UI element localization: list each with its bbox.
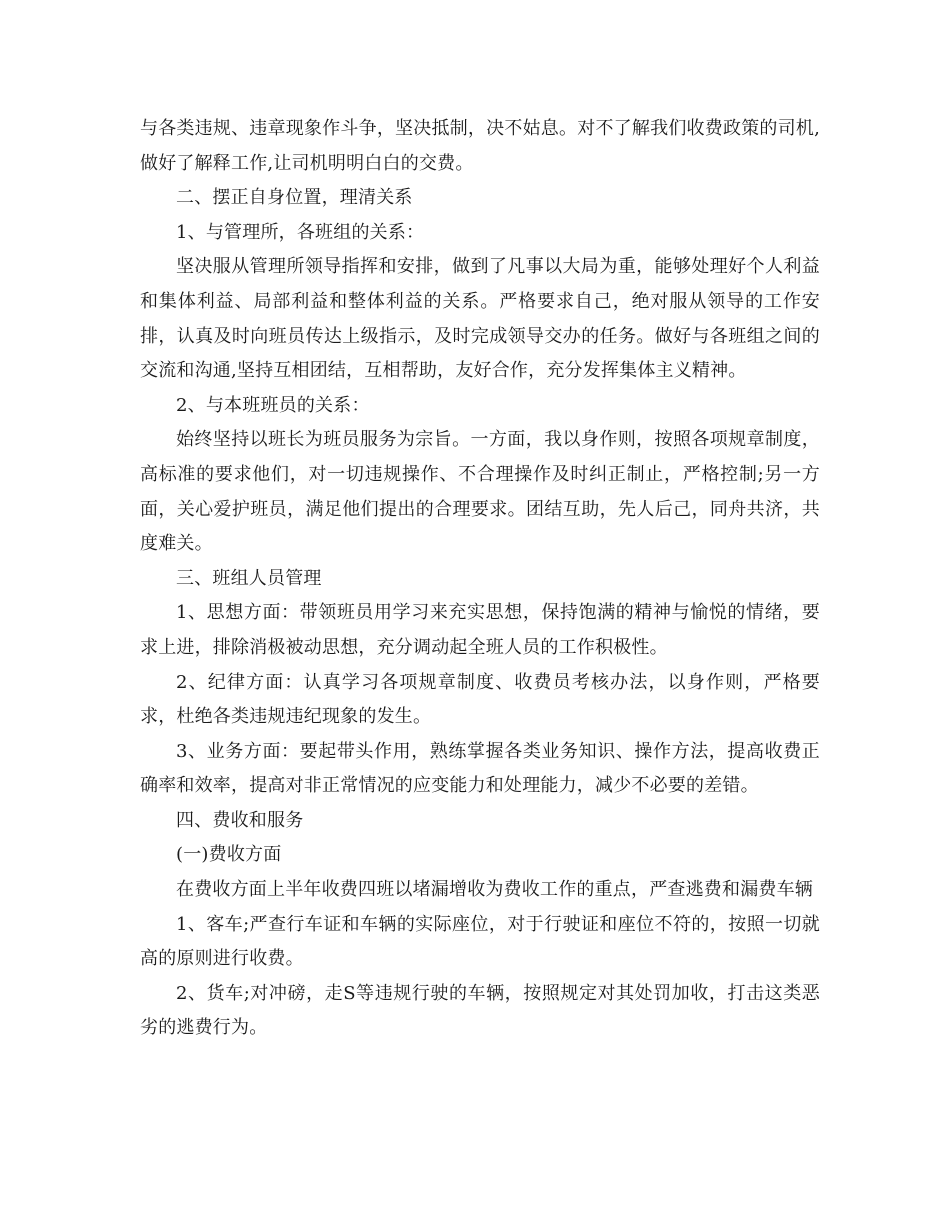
document-body <box>140 112 820 1046</box>
section-heading: 三、班组人员管理 <box>176 567 322 589</box>
paragraph: 在费收方面上半年收费四班以堵漏增收为费收工作的重点，严查逃费和漏费车辆 <box>176 879 813 901</box>
subsection-heading: (一)费收方面 <box>176 844 282 866</box>
paragraph: 1、客车;严查行车证和车辆的实际座位，对于行驶证和座位不符的，按照一切就高的原则进行收费。 <box>140 913 820 970</box>
subsection-heading: 2、与本班班员的关系： <box>176 394 370 416</box>
paragraph: 1、思想方面：带领班员用学习来充实思想，保持饱满的精神与愉悦的情绪，要求上进，排除消极被动思想，充分调动起全班人员的工作积极性。 <box>140 602 820 658</box>
paragraph: 3、业务方面：要起带头作用，熟练掌握各类业务知识、操作方法，提高收费正确率和效率，提高对非正常情况的应变能力和处理能力，减少不必要的差错。 <box>140 740 820 797</box>
subsection-heading: 1、与管理所，各班组的关系： <box>176 221 425 243</box>
section-heading: 二、摆正自身位置，理清关系 <box>176 187 413 209</box>
paragraph: 2、货车;对冲磅，走S等违规行驶的车辆，按照规定对其处罚加收，打击这类恶劣的逃费行为。 <box>140 982 820 1039</box>
paragraph: 坚决服从管理所领导指挥和安排，做到了凡事以大局为重，能够处理好个人利益和集体利益、局部利益和整体利益的关系。严格要求自己，绝对服从领导的工作安排，认真及时向班员传达上级指示，及时完成领导交办的任务。做好与各班组之间的交流和沟通,坚持互相团结，互相帮助，友好合作，充分发挥集体主义精神。 <box>140 256 820 382</box>
paragraph: 2、纪律方面：认真学习各项规章制度、收费员考核办法，以身作则，严格要求，杜绝各类违规违纪现象的发生。 <box>140 671 820 728</box>
section-heading: 四、费收和服务 <box>176 809 304 831</box>
paragraph: 与各类违规、违章现象作斗争，坚决抵制，决不姑息。对不了解我们收费政策的司机,做好了解释工作,让司机明明白白的交费。 <box>140 118 820 174</box>
paragraph: 始终坚持以班长为班员服务为宗旨。一方面，我以身作则，按照各项规章制度，高标准的要求他们，对一切违规操作、不合理操作及时纠正制止，严格控制;另一方面，关心爱护班员，满足他们提出的合理要求。团结互助，先人后己，同舟共济，共度难关。 <box>140 429 820 555</box>
